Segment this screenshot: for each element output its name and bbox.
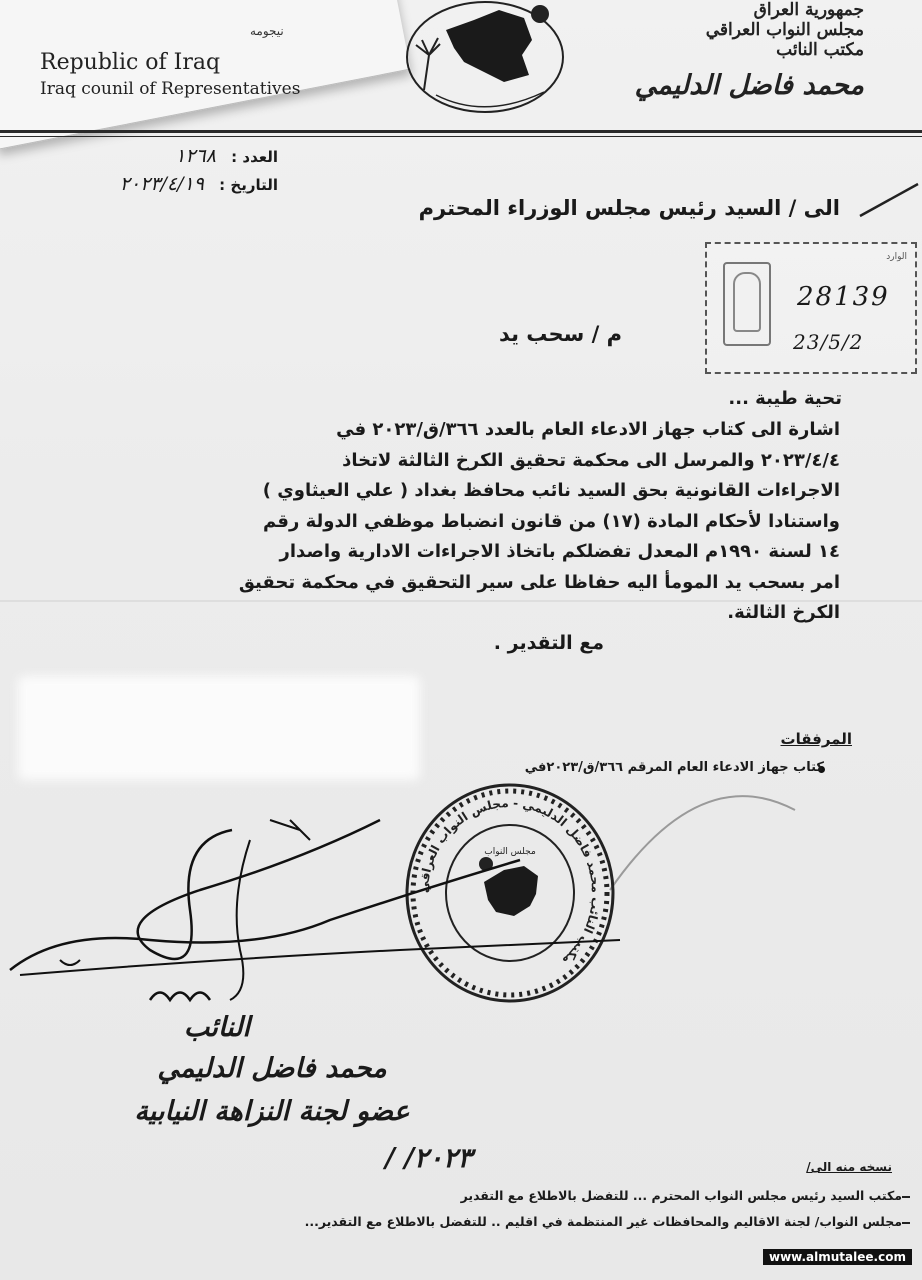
- greeting: تحية طيبة ...: [728, 388, 842, 409]
- stamp-date: 23/5/2: [793, 330, 864, 354]
- body-line: الكرخ الثالثة.: [727, 602, 840, 623]
- number-label: العدد :: [231, 148, 278, 166]
- signatory-title: النائب: [183, 1012, 251, 1043]
- english-subtitle: Iraq counil of Representatives: [40, 79, 301, 99]
- header-rule-thin: [0, 136, 922, 137]
- english-title: Republic of Iraq: [40, 50, 221, 75]
- english-letterhead: [40, 50, 300, 99]
- seal-inner-text: مجلس النواب: [484, 847, 536, 857]
- number-value: ١٢٦٨: [175, 145, 216, 167]
- signature-date: ٢٠٢٣/ /: [384, 1143, 472, 1174]
- attachments-title: المرفقات: [780, 730, 852, 748]
- attachment-item: كتاب جهاز الادعاء العام المرقم ٣٦٦/ق/٢٠٢٣في: [524, 760, 824, 775]
- subject-line: م / سحب يد: [498, 322, 622, 346]
- number-row: [38, 145, 278, 173]
- date-value: ٢٠٢٣/٤/١٩: [119, 173, 204, 195]
- arabic-letterhead-name: محمد فاضل الدليمي: [634, 70, 864, 101]
- stamp-label: الوارد: [886, 252, 907, 262]
- copy-recipient: مجلس النواب/ لجنة الاقاليم والمحافظات غير المنتظمة في اقليم .. للتفضل بالاطلاع مع التقدير...: [304, 1214, 902, 1229]
- iraq-emblem-icon: [723, 262, 771, 346]
- body-line: واستنادا لأحكام المادة (١٧) من قانون انضباط موظفي الدولة رقم: [263, 510, 840, 532]
- stamp-number: 28139: [797, 282, 890, 312]
- signature-block: [102, 1008, 472, 1180]
- signatory-name: محمد فاضل الدليمي: [157, 1053, 387, 1084]
- seal-ring-text: مكتب النائب محمد فاضل الدليمي - مجلس النواب العراقي: [416, 795, 604, 968]
- body-line: ٢٠٢٣/٤/٤ والمرسل الى محكمة تحقيق الكرخ الثالثة لاتخاذ: [342, 449, 840, 471]
- reference-block: [38, 145, 278, 201]
- closing-line: مع التقدير .: [493, 632, 604, 654]
- body-line: امر بسحب يد المومأ اليه حفاظا على سير التحقيق في محكمة تحقيق: [238, 571, 840, 593]
- copies-title: نسخه منه الى/: [806, 1160, 892, 1174]
- letter-body: [110, 415, 840, 629]
- handwritten-signature: [0, 800, 640, 1030]
- addressee-line: الى / السيد رئيس مجلس الوزراء المحترم: [418, 196, 840, 220]
- website-watermark: www.almutalee.com: [763, 1249, 912, 1265]
- date-row: [38, 173, 278, 201]
- copy-recipient: مكتب السيد رئيس مجلس النواب المحترم ... للتفضل بالاطلاع مع التقدير: [460, 1188, 902, 1203]
- body-line: الاجراءات القانونية بحق السيد نائب محافظ بغداد ( علي العيثاوي ): [262, 480, 840, 501]
- parliament-logo: [404, 0, 566, 115]
- body-line: ١٤ لسنة ١٩٩٠م المعدل تفضلكم باتخاذ الاجراءات الادارية واصدار: [279, 541, 840, 562]
- arabic-letterhead-line-3: مكتب النائب: [776, 40, 864, 60]
- date-label: التاريخ :: [219, 176, 278, 194]
- list-dash-icon: [902, 1222, 910, 1224]
- incoming-stamp: [705, 242, 917, 374]
- arabic-letterhead-line-2: مجلس النواب العراقي: [705, 20, 864, 40]
- english-corner-snippet: نيجومه: [250, 24, 284, 38]
- arabic-letterhead: [635, 0, 864, 106]
- handwritten-arrow-icon: [858, 180, 922, 220]
- body-line: اشارة الى كتاب جهاز الادعاء العام بالعدد ٣٦٦/ق/٢٠٢٣ في: [336, 419, 840, 440]
- list-dash-icon: [902, 1196, 910, 1198]
- arabic-letterhead-line-1: جمهورية العراق: [753, 0, 864, 20]
- redacted-area: [18, 676, 420, 780]
- header-rule: [0, 130, 922, 133]
- signatory-role: عضو لجنة النزاهة النيابية: [134, 1096, 410, 1127]
